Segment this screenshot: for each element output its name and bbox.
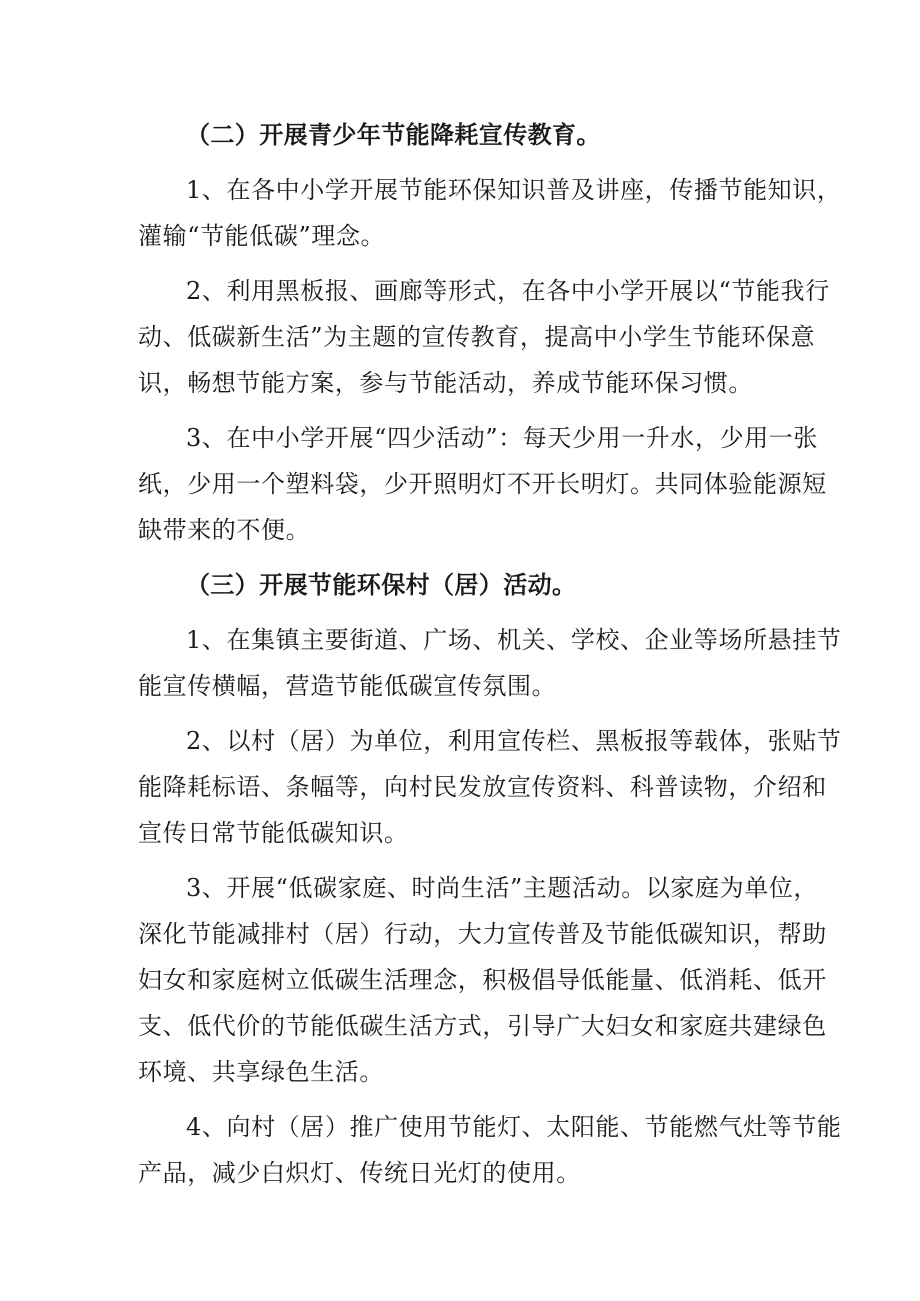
paragraph-line: 识，畅想节能方案，参与节能活动，养成节能环保习惯。 — [138, 369, 753, 397]
paragraph-2-1 — [138, 167, 842, 259]
paragraph-line: 缺带来的不便。 — [138, 516, 311, 544]
paragraph-line: 1、在集镇主要街道、广场、机关、学校、企业等场所悬挂节 — [186, 626, 842, 654]
paragraph-2-3 — [138, 415, 827, 553]
section-heading-2: （二）开展青少年节能降耗宣传教育。 — [186, 120, 601, 149]
paragraph-line: 宣传日常节能低碳知识。 — [138, 819, 409, 847]
paragraph-line: 3、开展“低碳家庭、时尚生活”主题活动。以家庭为单位， — [186, 874, 819, 902]
paragraph-line: 深化节能减排村（居）行动，大力宣传普及节能低碳知识，帮助 — [138, 920, 827, 948]
paragraph-line: 1、在各中小学开展节能环保知识普及讲座，传播节能知识， — [186, 176, 842, 204]
section-heading-3: （三）开展节能环保村（居）活动。 — [186, 570, 577, 599]
paragraph-3-2 — [138, 718, 842, 856]
paragraph-3-3 — [138, 865, 827, 1095]
paragraph-line: 能降耗标语、条幅等，向村民发放宣传资料、科普读物，介绍和 — [138, 773, 827, 801]
paragraph-line: 动、低碳新生活”为主题的宣传教育，提高中小学生节能环保意 — [138, 323, 816, 351]
paragraph-line: 能宣传横幅，营造节能低碳宣传氛围。 — [138, 672, 557, 700]
paragraph-line: 2、利用黑板报、画廊等形式，在各中小学开展以“节能我行 — [186, 277, 830, 305]
paragraph-2-2 — [138, 268, 830, 406]
paragraph-line: 4、向村（居）推广使用节能灯、太阳能、节能燃气灶等节能 — [186, 1113, 842, 1141]
paragraph-line: 纸，少用一个塑料袋，少开照明灯不开长明灯。共同体验能源短 — [138, 470, 827, 498]
paragraph-line: 灌输“节能低碳”理念。 — [138, 222, 386, 250]
paragraph-line: 产品，减少白炽灯、传统日光灯的使用。 — [138, 1159, 581, 1187]
paragraph-line: 2、以村（居）为单位，利用宣传栏、黑板报等载体，张贴节 — [186, 727, 842, 755]
document-body — [138, 112, 842, 1196]
paragraph-3-4 — [138, 1104, 842, 1196]
paragraph-line: 3、在中小学开展“四少活动”：每天少用一升水，少用一张 — [186, 424, 819, 452]
paragraph-line: 妇女和家庭树立低碳生活理念，积极倡导低能量、低消耗、低开 — [138, 966, 827, 994]
paragraph-line: 环境、共享绿色生活。 — [138, 1058, 384, 1086]
paragraph-3-1 — [138, 617, 842, 709]
paragraph-line: 支、低代价的节能低碳生活方式，引导广大妇女和家庭共建绿色 — [138, 1012, 827, 1040]
